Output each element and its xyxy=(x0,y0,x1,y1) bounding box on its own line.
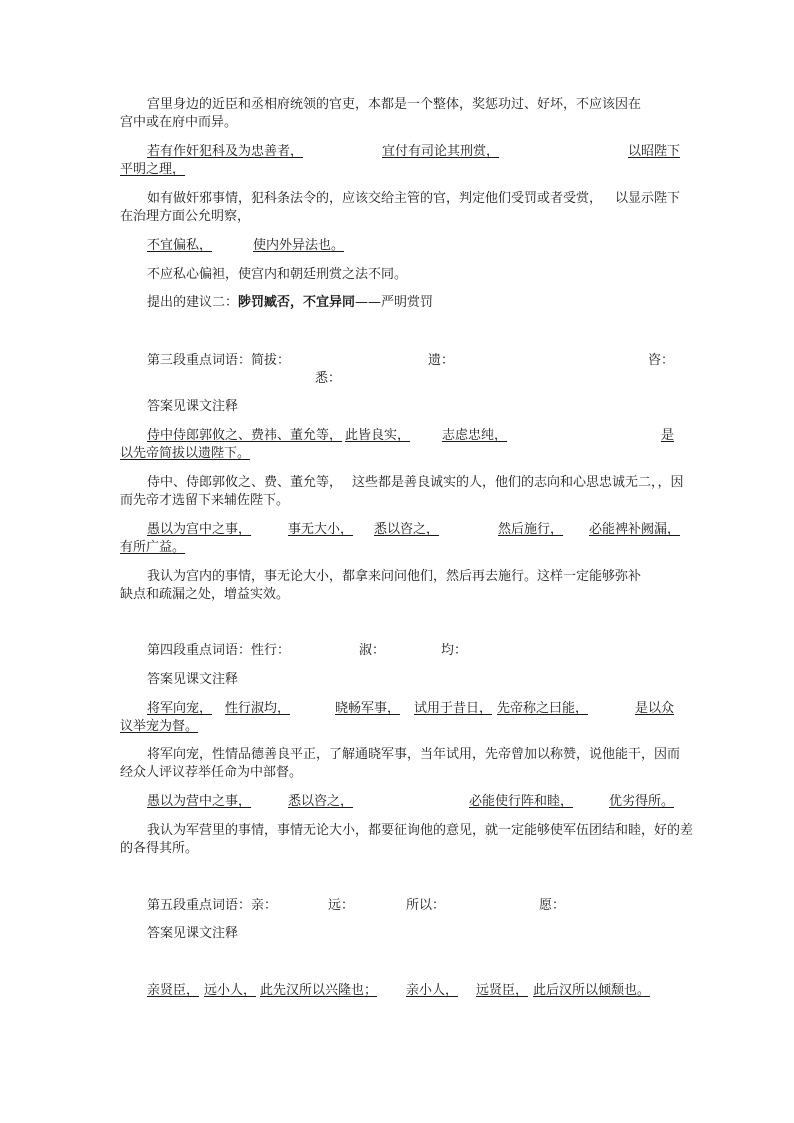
phrase: 若有作奸犯科及为忠善者， xyxy=(147,144,304,159)
translation-line-10-cont: 缺点和疏漏之处，增益实效。 xyxy=(120,587,290,602)
classical-line-9-cont xyxy=(120,539,680,557)
translation-line-14: 我认为军营里的事情，事情无论大小，都要征询他的意见，就一定能够使军伍团结和睦，好的差 xyxy=(147,823,694,838)
classical-line-15 xyxy=(147,982,680,1000)
phrase: 远贤臣， xyxy=(476,983,529,998)
keywords-section-3-cont: 悉： xyxy=(315,371,342,386)
phrase: 平明之理， xyxy=(120,162,186,177)
translation-line-3 xyxy=(147,190,680,208)
classical-line-9 xyxy=(147,521,680,539)
translation-line-8-cont: 而先帝才选留下来辅佐陛下。 xyxy=(120,493,290,508)
phrase: 优劣得所。 xyxy=(608,794,674,809)
phrase: 然后施行， xyxy=(498,522,564,537)
sentence: 以显示陛下 xyxy=(614,191,680,206)
paragraph-1-line-2: 宫中或在府中而异。 xyxy=(120,115,238,130)
paragraph-1-line-1: 宫里身边的近臣和丞相府统领的官吏，本都是一个整体，奖惩功过、好坏，不应该因在 xyxy=(147,97,642,112)
phrase: 试用于昔日， xyxy=(414,701,493,716)
phrase: 此后汉所以倾颓也。 xyxy=(533,983,651,998)
phrase: 悉以咨之， xyxy=(288,794,354,809)
classical-line-13 xyxy=(147,793,680,811)
phrase: 宜付有司论其刑赏， xyxy=(382,144,500,159)
sentence: 如有做奸邪事情，犯科条法令的，应该交给主管的官，判定他们受罚或者受赏， xyxy=(147,191,603,206)
phrase: 亲贤臣， xyxy=(147,983,200,998)
translation-line-14-cont: 的各得其所。 xyxy=(120,841,199,856)
phrase: 侍中侍郎郭攸之、费祎、董允等， xyxy=(147,428,343,443)
keywords-section-3: 第三段重点词语：简拔： 遗： 咨： xyxy=(147,353,674,368)
keywords-section-5: 第五段重点词语：亲： 远： 所以： 愿： xyxy=(147,898,566,913)
answer-note-5: 答案见课文注释 xyxy=(147,926,239,941)
classical-line-11-cont xyxy=(120,718,680,736)
phrase: 晓畅军事， xyxy=(335,701,401,716)
answer-note-4: 答案见课文注释 xyxy=(147,672,239,687)
translation-line-10: 我认为宫内的事情，事无论大小，都拿来问问他们，然后再去施行。这样一定能够弥补 xyxy=(147,569,642,584)
classical-line-4 xyxy=(147,237,680,255)
phrase: 有所广益。 xyxy=(120,540,186,555)
phrase: 事无大小， xyxy=(288,522,354,537)
classical-line-7-cont xyxy=(120,445,680,463)
classical-line-11 xyxy=(147,700,680,718)
phrase: 是以众 xyxy=(634,701,674,716)
phrase: 不宜偏私， xyxy=(147,238,213,253)
keywords-section-4: 第四段重点词语：性行： 淑： 均： xyxy=(147,643,468,658)
answer-note-3: 答案见课文注释 xyxy=(147,399,239,414)
translation-line-8: 侍中、侍郎郭攸之、费、董允等， 这些都是善良诚实的人，他们的志向和心思忠诚无二，，因 xyxy=(147,475,684,490)
classical-line-2 xyxy=(147,143,680,161)
phrase: 是 xyxy=(660,428,674,443)
phrase: 远小人， xyxy=(204,983,257,998)
phrase: 性行淑均， xyxy=(225,701,291,716)
phrase: 使内外异法也。 xyxy=(253,238,345,253)
phrase: 将军向宠， xyxy=(147,701,213,716)
classical-line-7 xyxy=(147,427,680,445)
phrase: 先帝称之曰能， xyxy=(497,701,589,716)
phrase: 愚以为宫中之事， xyxy=(147,522,252,537)
phrase: 必能裨补阙漏， xyxy=(588,522,680,537)
phrase: 此皆良实， xyxy=(345,428,411,443)
phrase: 必能使行阵和睦， xyxy=(469,794,574,809)
phrase: 此先汉所以兴隆也； xyxy=(260,983,378,998)
translation-line-12-cont: 经众人评议荐举任命为中部督。 xyxy=(120,765,303,780)
phrase: 以先帝简拔以遗陛下。 xyxy=(120,446,251,461)
suggestion-line: 提出的建议二：陟罚臧否，不宜异同——严明赏罚 xyxy=(147,295,434,310)
translation-line-12: 将军向宠，性情品德善良平正，了解通晓军事，当年试用，先帝曾加以称赞，说他能干，因而 xyxy=(147,747,681,762)
phrase: 议举宠为督。 xyxy=(120,719,199,734)
phrase: 悉以咨之， xyxy=(374,522,440,537)
phrase: 愚以为营中之事， xyxy=(147,794,252,809)
translation-line-3-cont: 在治理方面公允明察， xyxy=(120,209,251,224)
translation-line-5: 不应私心偏袒，使宫内和朝廷刑赏之法不同。 xyxy=(147,267,408,282)
classical-line-2-cont xyxy=(120,161,680,179)
phrase: 亲小人， xyxy=(406,983,459,998)
phrase: 志虑忠纯， xyxy=(442,428,508,443)
phrase: 以昭陛下 xyxy=(627,144,680,159)
